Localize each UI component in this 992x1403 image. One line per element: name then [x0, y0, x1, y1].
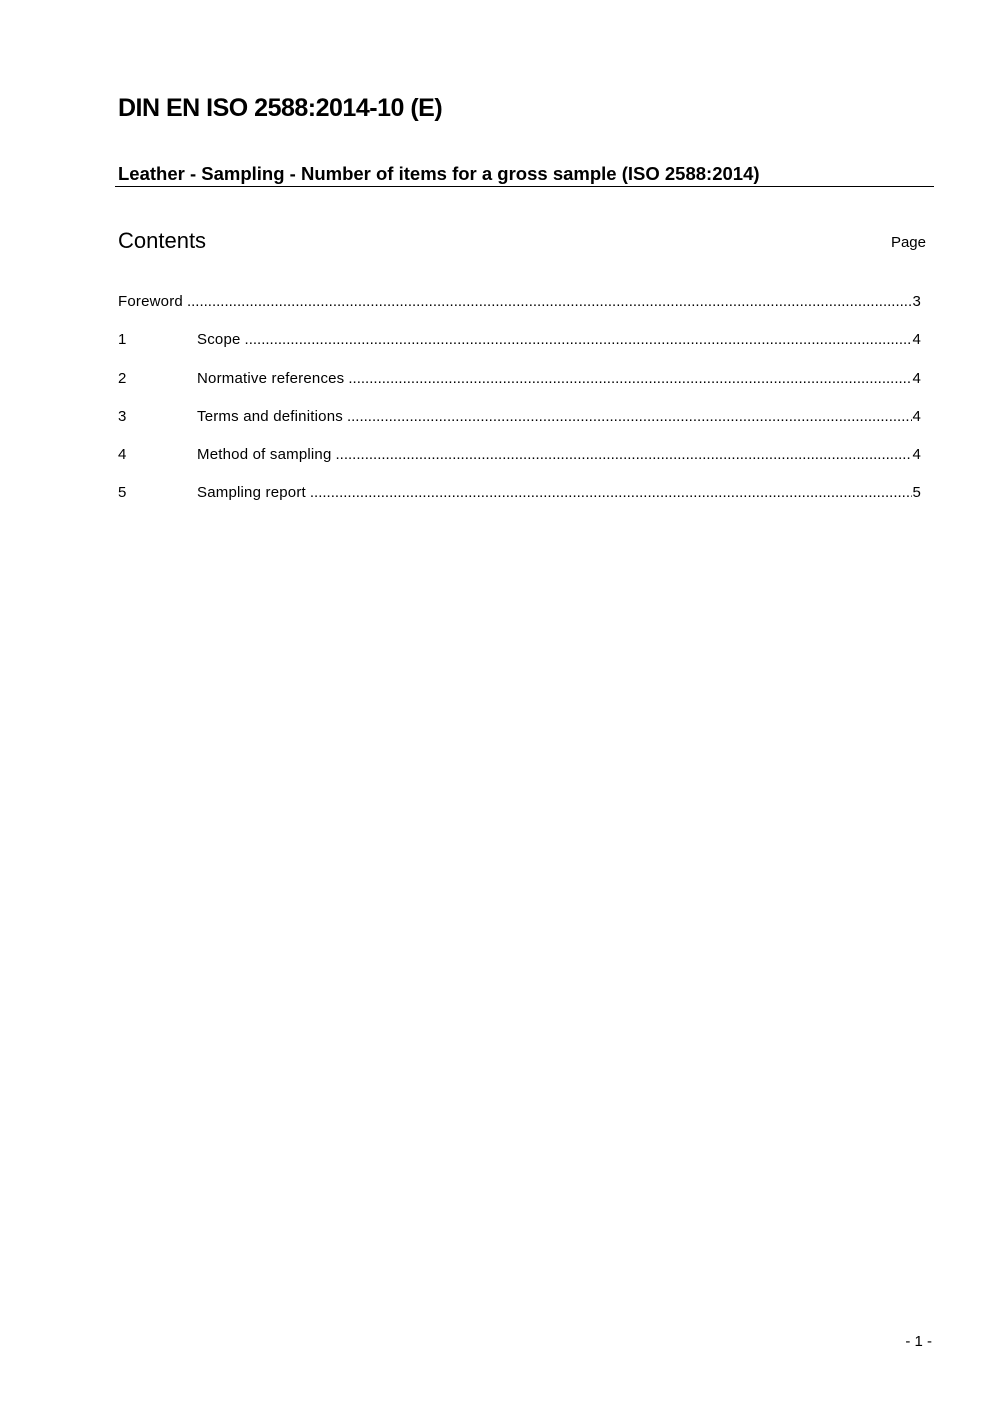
toc-entry-normative-references[interactable]: [118, 369, 921, 407]
toc-entry-foreword[interactable]: [118, 292, 921, 330]
toc-entry-page: 5: [912, 484, 921, 502]
toc-dot-leader: [347, 407, 913, 427]
toc-dot-leader: [336, 445, 913, 465]
toc-entry-page: 3: [912, 293, 921, 310]
toc-entry-method-of-sampling[interactable]: [118, 445, 921, 483]
toc-entry-number: 5: [118, 484, 127, 502]
subtitle-underline: [115, 186, 934, 187]
page-number-footer: - 1 -: [905, 1333, 932, 1350]
toc-dot-leader: [245, 330, 913, 350]
contents-heading: Contents: [118, 228, 207, 253]
toc-entry-title: Normative references: [197, 369, 345, 387]
toc-entry-page: 4: [912, 331, 921, 349]
toc-entry-title: Foreword: [118, 293, 183, 310]
toc-entry-sampling-report[interactable]: [118, 483, 921, 521]
toc-entry-title: Sampling report: [197, 484, 306, 502]
document-title: DIN EN ISO 2588:2014-10 (E): [118, 94, 443, 122]
toc-entry-title: Method of sampling: [197, 446, 332, 464]
toc-entry-number: 2: [118, 369, 127, 387]
toc-dot-leader: [310, 483, 913, 503]
table-of-contents: [118, 292, 921, 522]
document-subtitle: Leather - Sampling - Number of items for a gross sample (ISO 2588:2014): [118, 163, 760, 184]
toc-entry-title: Scope: [197, 331, 241, 349]
toc-entry-terms-and-definitions[interactable]: [118, 407, 921, 445]
toc-entry-scope[interactable]: [118, 330, 921, 368]
toc-dot-leader: [348, 369, 912, 389]
page-column-heading: Page: [890, 234, 926, 251]
toc-entry-number: 3: [118, 407, 127, 425]
toc-entry-title: Terms and definitions: [197, 407, 343, 425]
toc-entry-page: 4: [912, 446, 921, 464]
toc-dot-leader: [187, 292, 912, 312]
toc-entry-page: 4: [912, 407, 921, 425]
toc-entry-number: 1: [118, 331, 127, 349]
toc-entry-page: 4: [912, 369, 921, 387]
toc-entry-number: 4: [118, 446, 127, 464]
